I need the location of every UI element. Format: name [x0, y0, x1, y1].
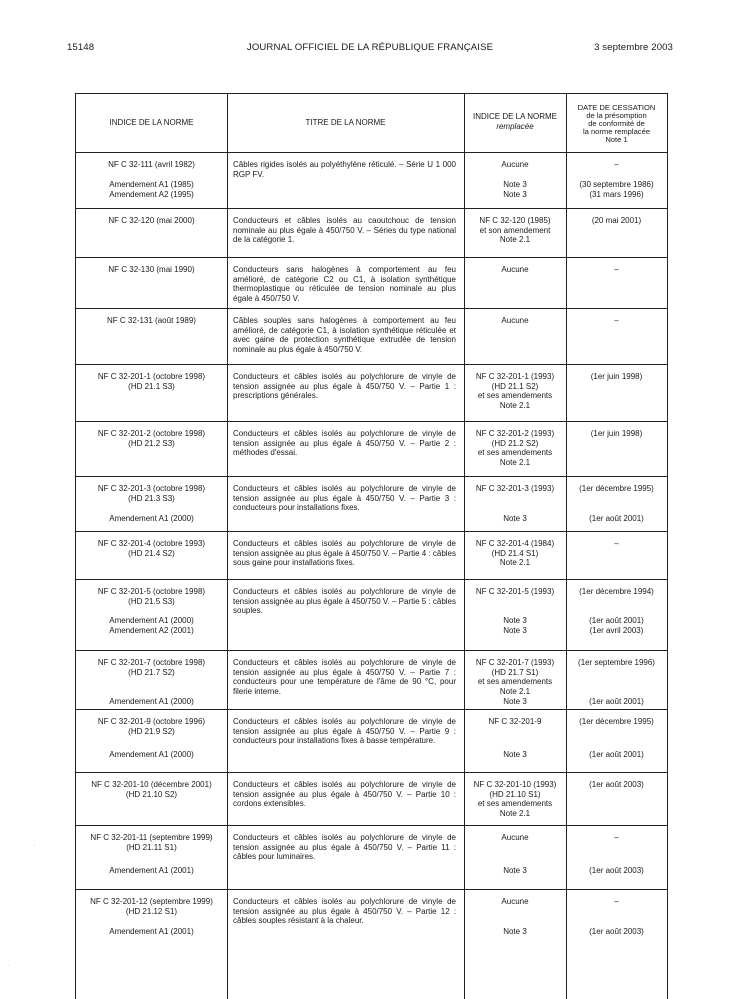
amendment-replaced: Note 3 [503, 180, 527, 189]
replaced-norm-line: Note 2.1 [499, 457, 531, 467]
replaced-norm-line: NF C 32-201-3 (1993) [475, 484, 555, 493]
col-header-cessation-line: Note 1 [605, 135, 628, 144]
norm-index-line: (HD 21.11 S1) [126, 842, 177, 852]
norm-title: Conducteurs et câbles isolés au polychlorure de vinyle de tension assignée au plus égale à 450/750 V. – Partie 10 : cordons extensibles. [233, 780, 456, 809]
amendment-replaced: Note 3 [503, 697, 527, 706]
cessation-date-line: (1er juin 1998) [590, 372, 643, 381]
cessation-date [566, 587, 667, 597]
norm-index-line: NF C 32-131 (août 1989) [107, 316, 196, 325]
replaced-norm [464, 160, 566, 170]
cessation-date [566, 265, 667, 275]
col-header-cessation-line: de la présomption [586, 111, 647, 120]
row-divider [76, 825, 667, 826]
replaced-norm-line: et son amendement [479, 225, 551, 235]
replaced-norm [464, 658, 566, 696]
amendment-cessation: (1er août 2001) [589, 616, 644, 625]
cessation-date [566, 539, 667, 549]
replaced-norm-line: NF C 32-201-5 (1993) [475, 587, 555, 596]
amendment-index: Amendement A2 (2001) [109, 626, 194, 635]
page-header [67, 42, 673, 56]
norm-index-line: NF C 32-201-11 (septembre 1999) [90, 833, 213, 842]
journal-title: JOURNAL OFFICIEL DE LA RÉPUBLIQUE FRANÇAISE [246, 42, 494, 53]
replaced-norm-line: NF C 32-201-10 (1993) [473, 780, 557, 789]
amendment-replaced: Note 3 [503, 927, 527, 936]
cessation-date-line: (1er juin 1998) [590, 429, 643, 438]
replaced-norm-line: et ses amendements [477, 448, 553, 458]
amendment-cessation: (1er août 2001) [589, 697, 644, 706]
cessation-date-line: (1er septembre 1996) [578, 658, 655, 667]
cessation-date-line: – [614, 160, 619, 169]
col-header-indice: INDICE DE LA NORME [109, 118, 194, 127]
amendment-index: Amendement A1 (2001) [109, 927, 194, 936]
cessation-date-line: – [614, 539, 619, 548]
amendment-index: Amendement A1 (2000) [109, 697, 194, 706]
amendment-index: Amendement A1 (1985) [109, 180, 194, 189]
col-header-remplacee-line: remplacée [496, 121, 534, 131]
cessation-date-line: (1er décembre 1995) [579, 484, 654, 493]
row-divider [76, 421, 667, 422]
replaced-norm-line: Aucune [501, 316, 529, 325]
cessation-date-line: – [614, 316, 619, 325]
amendment-index: Amendement A2 (1995) [109, 190, 194, 199]
cessation-date-line: (1er août 2003) [589, 780, 644, 789]
norm-index [76, 587, 227, 606]
norm-index-line: NF C 32-111 (avril 1982) [108, 160, 195, 169]
norm-index-line: (HD 21.5 S3) [128, 596, 175, 606]
norm-index [76, 539, 227, 558]
norm-index-line: NF C 32-120 (mai 2000) [108, 216, 195, 225]
norm-index-line: NF C 32-201-9 (octobre 1996) [97, 717, 206, 726]
replaced-norm-line: NF C 32-201-7 (1993) [475, 658, 555, 667]
replaced-norm-line: Aucune [501, 160, 529, 169]
replaced-norm-line: (HD 21.1 S2) [491, 381, 539, 391]
norm-index [76, 484, 227, 503]
amendment-replaced: Note 3 [503, 750, 527, 759]
norm-title: Conducteurs et câbles isolés au polychlorure de vinyle de tension assignée au plus égale à 450/750 V. – Partie 1 : prescriptions générales. [233, 372, 456, 401]
cessation-date-line: (20 mai 2001) [591, 216, 642, 225]
amendment-cessation: (30 septembre 1986) [579, 180, 654, 189]
amendment-replaced: Note 3 [503, 616, 527, 625]
cessation-date [566, 160, 667, 170]
cessation-date [566, 897, 667, 907]
replaced-norm [464, 316, 566, 326]
row-divider [76, 364, 667, 365]
col-header-titre: TITRE DE LA NORME [305, 118, 386, 127]
replaced-norm-line: et ses amendements [477, 677, 553, 687]
replaced-norm [464, 216, 566, 245]
cessation-date-line: – [614, 265, 619, 274]
amendment-replaced: Note 3 [503, 866, 527, 875]
replaced-norm [464, 539, 566, 568]
norm-index [76, 833, 227, 852]
norm-index-line: (HD 21.2 S3) [128, 438, 175, 448]
replaced-norm [464, 833, 566, 843]
row-divider [76, 579, 667, 580]
replaced-norm-line: NF C 32-201-4 (1984) [475, 539, 555, 548]
norm-index [76, 265, 227, 275]
replaced-norm [464, 429, 566, 467]
norm-index-line: NF C 32-130 (mai 1990) [108, 265, 195, 274]
norm-index-line: (HD 21.12 S1) [125, 906, 178, 916]
replaced-norm-line: Aucune [501, 833, 529, 842]
amendment-index: Amendement A1 (2001) [109, 866, 194, 875]
norm-index [76, 658, 227, 677]
norm-title: Conducteurs et câbles isolés au polychlorure de vinyle de tension assignée au plus égale à 450/750 V. – Partie 12 : câbles souples résistant à la chaleur. [233, 897, 456, 926]
standards-table [75, 93, 668, 999]
replaced-norm-line: NF C 32-120 (1985) [479, 216, 551, 225]
replaced-norm-line: NF C 32-201-2 (1993) [475, 429, 555, 438]
replaced-norm [464, 717, 566, 727]
replaced-norm-line: Note 2.1 [499, 808, 531, 818]
amendment-index: Amendement A1 (2000) [109, 514, 194, 523]
replaced-norm-line: et ses amendements [477, 799, 553, 809]
replaced-norm [464, 780, 566, 818]
norm-index-line: NF C 32-201-7 (octobre 1998) [97, 658, 206, 667]
norm-index-line: (HD 21.1 S3) [128, 381, 175, 391]
norm-title: Conducteurs et câbles isolés au caoutchouc de tension nominale au plus égale à 450/750 V. – Séries du type national de la catégorie 1. [233, 216, 456, 245]
col-header-cessation-line: de conformité de [588, 119, 645, 128]
replaced-norm-line: Note 2.1 [499, 400, 531, 410]
row-divider [76, 257, 667, 258]
norm-title: Conducteurs et câbles isolés au polychlorure de vinyle de tension assignée au plus égale à 450/750 V. – Partie 11 : câbles pour luminaires. [233, 833, 456, 862]
amendment-cessation: (1er août 2003) [589, 866, 644, 875]
cessation-date [566, 658, 667, 668]
norm-index [76, 429, 227, 448]
cessation-date-line: (1er décembre 1995) [579, 717, 654, 726]
norm-index-line: NF C 32-201-3 (octobre 1998) [97, 484, 206, 493]
row-divider [76, 709, 667, 710]
norm-index-line: NF C 32-201-4 (octobre 1993) [97, 539, 206, 548]
column-divider [227, 94, 228, 999]
replaced-norm-line: NF C 32-201-9 [488, 717, 542, 726]
norm-index-line: NF C 32-201-1 (octobre 1998) [97, 372, 206, 381]
cessation-date [566, 484, 667, 494]
cessation-date-line: – [614, 833, 619, 842]
norm-title: Conducteurs et câbles isolés au polychlorure de vinyle de tension assignée au plus égale à 450/750 V. – Partie 7 : conducteurs pour une température de l'âme de 90 °C, pour filerie interne. [233, 658, 456, 696]
norm-title: Conducteurs sans halogènes à comportement au feu amélioré, de catégorie C2 ou C1, à isolation synthétique thermoplastique ou réticulée de tension nominale au plus égale à 450/750 V. [233, 265, 456, 303]
col-header-cessation [566, 104, 667, 144]
norm-title: Câbles souples sans halogènes à comportement au feu amélioré, de catégorie C1, à isolation synthétique réticulée et avec gaine de protection synthétique extrudée de tension nominale au plus égale à 450/750 V. [233, 316, 456, 354]
col-header-cessation-line: la norme remplacée [582, 127, 651, 136]
replaced-norm-line: NF C 32-201-1 (1993) [475, 372, 555, 381]
margin-mark: · [7, 962, 10, 969]
norm-index-line: (HD 21.9 S2) [128, 726, 175, 736]
row-divider [76, 308, 667, 309]
replaced-norm-line: Aucune [501, 897, 529, 906]
norm-index [76, 897, 227, 916]
norm-index-line: NF C 32-201-5 (octobre 1998) [97, 587, 206, 596]
norm-title: Conducteurs et câbles isolés au polychlorure de vinyle de tension assignée au plus égale à 450/750 V. – Partie 2 : méthodes d'essai. [233, 429, 456, 458]
cessation-date [566, 717, 667, 727]
replaced-norm-line: Aucune [501, 265, 529, 274]
row-divider [76, 476, 667, 477]
row-divider [76, 531, 667, 532]
norm-index-line: (HD 21.10 S2) [125, 789, 178, 799]
replaced-norm-line: Note 2.1 [499, 235, 531, 245]
cessation-date [566, 429, 667, 439]
replaced-norm-line: (HD 21.2 S2) [491, 438, 539, 448]
amendment-cessation: (1er août 2001) [589, 750, 644, 759]
cessation-date [566, 780, 667, 790]
cessation-date-line: – [614, 897, 619, 906]
cessation-date-line: (1er décembre 1994) [579, 587, 654, 596]
amendment-cessation: (1er août 2003) [589, 927, 644, 936]
cessation-date [566, 316, 667, 326]
cessation-date [566, 216, 667, 226]
norm-title: Conducteurs et câbles isolés au polychlorure de vinyle de tension assignée au plus égale à 450/750 V. – Partie 4 : câbles sous gaine pour installations fixes. [233, 539, 456, 568]
amendment-index: Amendement A1 (2000) [109, 616, 194, 625]
norm-title: Câbles rigides isolés au polyéthylène réticulé. – Série U 1 000 RGP FV. [233, 160, 456, 179]
norm-index [76, 216, 227, 226]
page-number: 15148 [67, 42, 95, 53]
replaced-norm-line: Note 2.1 [499, 686, 531, 696]
norm-index-line: (HD 21.3 S3) [128, 493, 175, 503]
col-header-remplacee [464, 112, 566, 131]
replaced-norm [464, 897, 566, 907]
cessation-date [566, 833, 667, 843]
row-divider [76, 208, 667, 209]
norm-index [76, 372, 227, 391]
row-divider [76, 650, 667, 651]
cessation-date [566, 372, 667, 382]
norm-title: Conducteurs et câbles isolés au polychlorure de vinyle de tension assignée au plus égale à 450/750 V. – Partie 9 : conducteurs pour installations fixes à basse température. [233, 717, 456, 746]
amendment-cessation: (1er août 2001) [589, 514, 644, 523]
norm-index-line: NF C 32-201-10 (décembre 2001) [91, 780, 212, 789]
replaced-norm-line: (HD 21.10 S1) [489, 789, 541, 799]
replaced-norm-line: (HD 21.4 S1) [491, 548, 539, 558]
amendment-cessation: (31 mars 1996) [589, 190, 644, 199]
row-divider [76, 889, 667, 890]
replaced-norm [464, 587, 566, 597]
norm-index [76, 316, 227, 326]
norm-title: Conducteurs et câbles isolés au polychlorure de vinyle de tension assignée au plus égale à 450/750 V. – Partie 5 : câbles souples. [233, 587, 456, 616]
norm-index-line: (HD 21.4 S2) [128, 548, 175, 558]
publication-date: 3 septembre 2003 [594, 42, 673, 53]
replaced-norm [464, 372, 566, 410]
norm-index-line: NF C 32-201-12 (septembre 1999) [90, 897, 213, 906]
norm-index [76, 717, 227, 736]
amendment-index: Amendement A1 (2000) [109, 750, 194, 759]
row-divider [76, 772, 667, 773]
replaced-norm-line: (HD 21.7 S1) [491, 667, 539, 677]
amendment-replaced: Note 3 [503, 626, 527, 635]
replaced-norm [464, 265, 566, 275]
amendment-cessation: (1er avril 2003) [589, 626, 644, 635]
norm-index [76, 780, 227, 799]
margin-mark: · [33, 842, 36, 849]
norm-index-line: NF C 32-201-2 (octobre 1998) [97, 429, 206, 438]
header-rule [76, 152, 667, 153]
norm-title: Conducteurs et câbles isolés au polychlorure de vinyle de tension assignée au plus égale à 450/750 V. – Partie 3 : conducteurs pour installations fixes. [233, 484, 456, 513]
col-header-cessation-line: DATE DE CESSATION [577, 103, 656, 112]
norm-index [76, 160, 227, 170]
replaced-norm [464, 484, 566, 494]
amendment-replaced: Note 3 [503, 514, 527, 523]
col-header-remplacee-line: INDICE DE LA NORME [472, 112, 557, 121]
replaced-norm-line: Note 2.1 [499, 558, 531, 568]
replaced-norm-line: et ses amendements [477, 391, 553, 401]
norm-index-line: (HD 21.7 S2) [128, 667, 175, 677]
amendment-replaced: Note 3 [503, 190, 527, 199]
